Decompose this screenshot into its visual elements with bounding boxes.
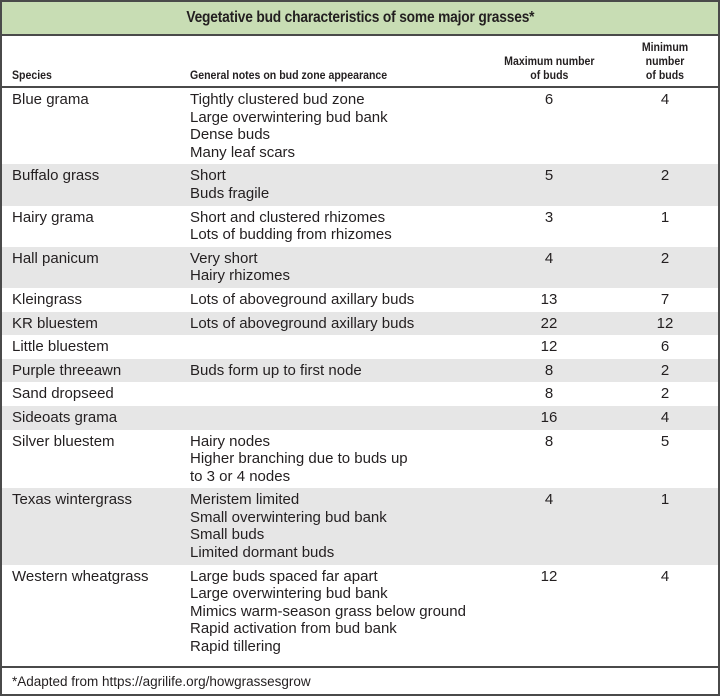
min-buds-cell: 4 (612, 406, 718, 430)
note-line: Lots of aboveground axillary buds (190, 314, 415, 332)
table-row (2, 565, 718, 659)
notes-cell (180, 288, 486, 312)
min-buds-cell: 4 (660, 567, 670, 585)
table-row (2, 406, 718, 430)
note-line: Rapid activation from bud bank (190, 620, 397, 638)
note-line: Short and clustered rhizomes (190, 208, 386, 226)
min-buds-cell: 2 (612, 164, 718, 205)
note-line: Lots of budding from rhizomes (190, 226, 392, 244)
min-buds-cell: 4 (660, 91, 670, 108)
note-line: Very short (190, 249, 258, 267)
notes-cell (180, 164, 486, 205)
note-line: Large buds spaced far apart (190, 567, 378, 585)
notes-cell (180, 382, 486, 406)
max-buds-cell: 3 (544, 208, 554, 226)
table-row (2, 335, 718, 359)
note-line: Higher branching due to buds up (190, 450, 408, 468)
table-title: Vegetative bud characteristics of some major grasses* (185, 9, 535, 26)
species-cell: Little bluestem (12, 338, 109, 356)
note-line: Lots of aboveground axillary buds (190, 290, 415, 308)
min-buds-cell: 1 (612, 488, 718, 564)
note-line: Limited dormant buds (190, 544, 335, 562)
species-cell: Western wheatgrass (12, 567, 149, 585)
min-buds-cell: 2 (660, 385, 670, 403)
species-cell: Hall panicum (2, 247, 180, 288)
note-line: Buds fragile (190, 184, 270, 202)
notes-cell (180, 430, 486, 489)
max-buds-cell: 5 (486, 164, 612, 205)
species-cell: Silver bluestem (12, 432, 115, 450)
notes-cell (180, 565, 486, 659)
notes-cell (180, 406, 486, 430)
table-row (2, 430, 718, 489)
note-line: Tightly clustered bud zone (190, 91, 365, 108)
note-line: Mimics warm-season grass below ground (190, 602, 466, 620)
table-body (2, 87, 718, 659)
species-cell: Sand dropseed (12, 385, 114, 403)
max-buds-cell: 12 (540, 338, 558, 356)
min-buds-cell: 2 (612, 359, 718, 383)
max-buds-cell: 8 (544, 432, 554, 450)
note-line: Small overwintering bud bank (190, 508, 387, 526)
notes-cell (180, 312, 486, 336)
min-buds-cell: 7 (660, 290, 670, 308)
note-line: Hairy nodes (190, 432, 271, 450)
note-line: Short (190, 167, 226, 185)
max-buds-cell: 8 (486, 359, 612, 383)
note-line: to 3 or 4 nodes (190, 467, 291, 485)
max-buds-cell: 12 (540, 567, 558, 585)
max-buds-cell: 8 (544, 385, 554, 403)
table-row (2, 206, 718, 247)
max-buds-cell: 13 (540, 290, 558, 308)
table-row (2, 87, 718, 164)
notes-cell (180, 247, 486, 288)
header-species: Species (2, 36, 180, 87)
notes-cell (180, 206, 486, 247)
species-cell: Texas wintergrass (2, 488, 180, 564)
table-row (2, 382, 718, 406)
max-buds-cell: 16 (486, 406, 612, 430)
species-cell: Purple threeawn (2, 359, 180, 383)
species-cell: KR bluestem (2, 312, 180, 336)
table-title-bar (2, 2, 718, 36)
header-row (2, 36, 718, 87)
species-cell: Hairy grama (12, 208, 94, 226)
note-line: Buds form up to first node (190, 361, 362, 379)
header-notes: General notes on bud zone appearance (180, 36, 486, 87)
species-cell: Kleingrass (12, 290, 83, 308)
min-buds-cell: 2 (612, 247, 718, 288)
note-line: Small buds (190, 526, 265, 544)
table-row (2, 288, 718, 312)
min-buds-cell: 1 (660, 208, 670, 226)
note-line: Meristem limited (190, 491, 300, 509)
max-buds-cell: 22 (486, 312, 612, 336)
table-row (2, 247, 718, 288)
min-buds-cell: 6 (660, 338, 670, 356)
species-cell: Blue grama (12, 91, 89, 108)
header-max-buds: Maximum number of buds (486, 36, 612, 87)
note-line: Large overwintering bud bank (190, 585, 388, 603)
max-buds-cell: 6 (544, 91, 554, 108)
header-min-buds: Minimum number of buds (612, 36, 718, 87)
note-line: Dense buds (190, 126, 271, 144)
note-line: Rapid tillering (190, 638, 281, 656)
bud-characteristics-table (2, 36, 718, 659)
table-row (2, 312, 718, 336)
table-row (2, 359, 718, 383)
note-line: Hairy rhizomes (190, 267, 291, 285)
max-buds-cell: 4 (486, 247, 612, 288)
notes-cell (180, 488, 486, 564)
table-row (2, 164, 718, 205)
notes-cell (180, 359, 486, 383)
min-buds-cell: 12 (612, 312, 718, 336)
notes-cell (180, 87, 486, 164)
footnote: *Adapted from https://agrilife.org/howgrassesgrow (2, 666, 718, 694)
species-cell: Buffalo grass (2, 164, 180, 205)
table-row (2, 488, 718, 564)
species-cell: Sideoats grama (2, 406, 180, 430)
note-line: Many leaf scars (190, 143, 296, 161)
note-line: Large overwintering bud bank (190, 108, 388, 126)
max-buds-cell: 4 (486, 488, 612, 564)
notes-cell (180, 335, 486, 359)
min-buds-cell: 5 (660, 432, 670, 450)
